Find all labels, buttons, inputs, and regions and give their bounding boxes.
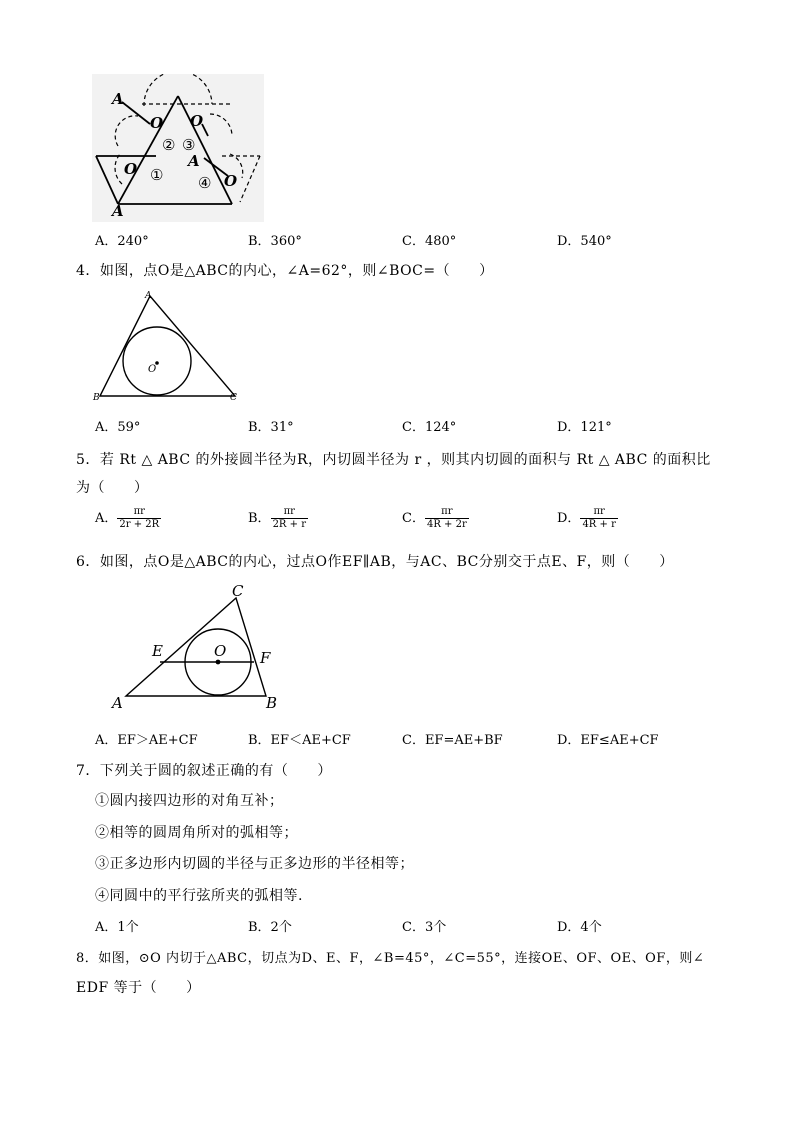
q5-option-c-numerator: πr	[441, 506, 453, 517]
q6-label-f: F	[260, 649, 271, 667]
q3-figure	[92, 74, 264, 222]
q4-label-o: O	[148, 364, 157, 375]
q5-stem-line2: 为（ ）	[76, 480, 149, 496]
q7-option-c[interactable]: C．3个	[402, 920, 447, 935]
q3-option-d[interactable]: D．540°	[557, 234, 612, 249]
q7-stem: 7．下列关于圆的叙述正确的有（ ）	[76, 763, 332, 779]
q3-label-region-3: ③	[182, 136, 196, 154]
q5-option-a-letter: A．	[95, 511, 118, 526]
q7-option-a[interactable]: A．1个	[95, 920, 139, 935]
q6-label-e: E	[152, 642, 163, 660]
q6-label-a: A	[112, 694, 123, 712]
q5-option-d-letter: D．	[557, 511, 581, 526]
q6-figure	[108, 578, 288, 714]
q3-label-o-2: O	[190, 112, 204, 130]
q8-stem-line1: 8．如图，⊙O 内切于△ABC，切点为D、E、F，∠B=45°，∠C=55°，连接OE、OF、OE、OF，则∠	[76, 951, 705, 966]
q5-option-c[interactable]	[402, 506, 469, 531]
q7-statement-2: ②相等的圆周角所对的弧相等；	[95, 825, 298, 841]
q6-label-c: C	[232, 582, 244, 600]
q5-option-a-numerator: πr	[133, 506, 145, 517]
q4-label-c: C	[230, 393, 237, 403]
q5-option-a-denominator: 2r + 2R	[119, 519, 160, 530]
q4-label-b: B	[93, 393, 100, 403]
q6-label-o: O	[214, 642, 227, 660]
q6-stem: 6．如图，点O是△ABC的内心，过点O作EF∥AB，与AC、BC分别交于点E、F，则（ ）	[76, 554, 674, 570]
q5-option-b-numerator: πr	[283, 506, 295, 517]
q6-option-c[interactable]: C．EF=AE+BF	[402, 733, 503, 748]
q6-option-b[interactable]: B．EF＜AE+CF	[248, 733, 351, 748]
q7-option-d[interactable]: D．4个	[557, 920, 602, 935]
q6-label-b: B	[266, 694, 278, 712]
q3-label-o-1: O	[150, 114, 164, 132]
q3-option-a[interactable]: A．240°	[95, 234, 149, 249]
q5-option-b[interactable]	[248, 506, 308, 531]
q3-label-region-4: ④	[198, 174, 212, 192]
q4-option-b[interactable]: B．31°	[248, 420, 294, 435]
q5-option-c-letter: C．	[402, 511, 425, 526]
q5-option-b-denominator: 2R + r	[272, 519, 306, 530]
q7-statement-3: ③正多边形内切圆的半径与正多边形的半径相等；	[95, 856, 414, 872]
q8-stem-line2: EDF 等于（ ）	[76, 980, 201, 996]
q3-label-o-3: O	[124, 160, 138, 178]
q5-option-d-numerator: πr	[593, 506, 605, 517]
q4-option-c[interactable]: C．124°	[402, 420, 457, 435]
q3-option-b[interactable]: B．360°	[248, 234, 302, 249]
q7-option-b[interactable]: B．2个	[248, 920, 292, 935]
q3-label-region-2: ②	[162, 136, 176, 154]
q3-label-a-mid: A	[188, 152, 200, 170]
q4-figure	[90, 288, 250, 404]
q3-label-a-bottom: A	[112, 202, 124, 220]
q3-label-region-1: ①	[150, 166, 164, 184]
q5-option-d[interactable]	[557, 506, 618, 531]
q6-option-a[interactable]: A．EF＞AE+CF	[95, 733, 198, 748]
q5-option-b-letter: B．	[248, 511, 271, 526]
q3-label-a-top: A	[112, 90, 124, 108]
q4-option-d[interactable]: D．121°	[557, 420, 612, 435]
q4-label-a: A	[145, 291, 152, 301]
q3-option-c[interactable]: C．480°	[402, 234, 457, 249]
q5-option-c-denominator: 4R + 2r	[426, 519, 467, 530]
q4-stem: 4．如图，点O是△ABC的内心，∠A=62°，则∠BOC=（ ）	[76, 263, 494, 279]
q7-statement-1: ①圆内接四边形的对角互补；	[95, 793, 284, 809]
q7-statement-4: ④同圆中的平行弦所夹的弧相等.	[95, 888, 303, 904]
q6-option-d[interactable]: D．EF≤AE+CF	[557, 733, 659, 748]
q5-stem-line1: 5．若 Rt △ ABC 的外接圆半径为R，内切圆半径为 r ，则其内切圆的面积与 Rt △ ABC 的面积比	[76, 452, 711, 468]
q5-option-d-denominator: 4R + r	[582, 519, 616, 530]
q5-option-a[interactable]	[95, 506, 161, 531]
q3-label-o-4: O	[224, 172, 238, 190]
q4-option-a[interactable]: A．59°	[95, 420, 141, 435]
